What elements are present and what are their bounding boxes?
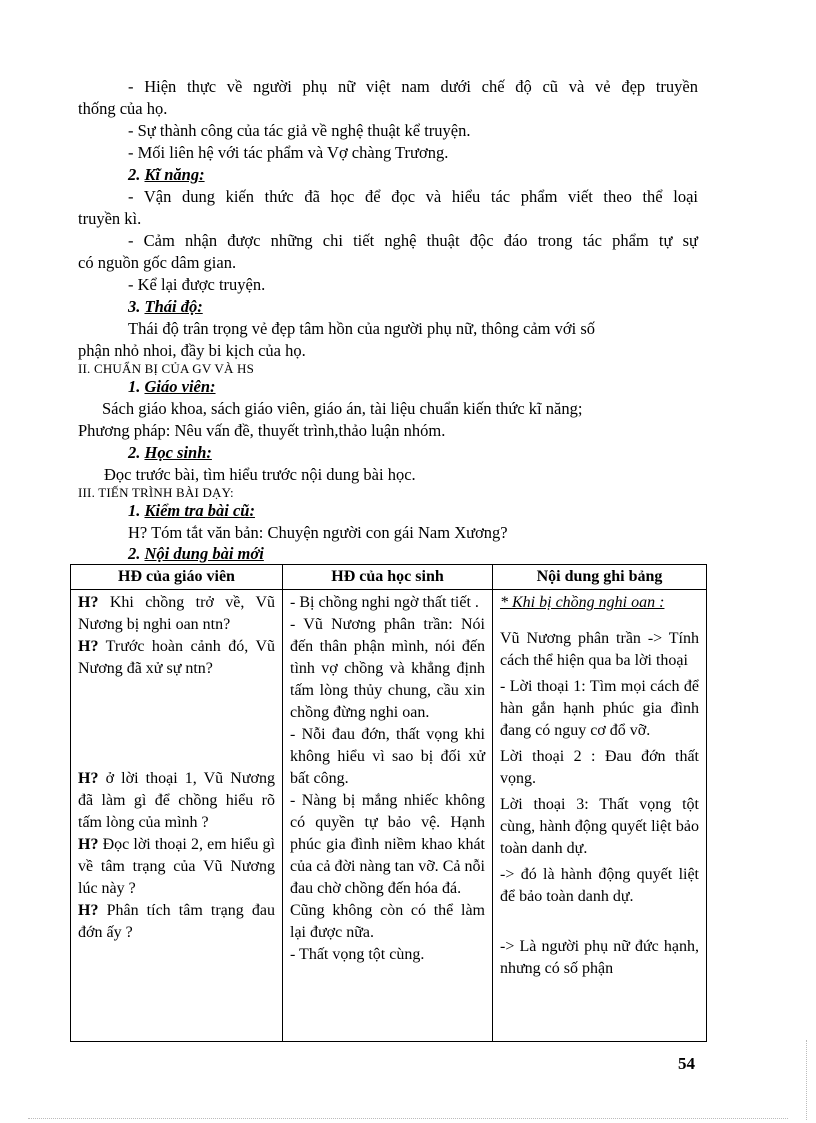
heading-number: 1. [128,501,141,520]
question-text: ở lời thoại 1, Vũ Nương đã làm gì để chồng hiểu rõ tấm lòng của mình ? [78,770,275,831]
student-answer: - Nàng bị mắng nhiếc không có quyền tự bảo vệ. Hạnh phúc gia đình niềm khao khát của cả đời nàng tan vỡ. Cả nỗi đau chờ chồng đến hóa đá. [290,792,485,897]
teacher-prep-line: Sách giáo khoa, sách giáo viên, giáo án, tài liệu chuẩn kiến thức kĩ năng; [102,399,583,418]
subheading-student [128,442,212,464]
objective-line: thống của họ. [78,99,168,118]
heading-title: Nội dung bài mới [144,544,264,563]
objective-line: - Hiện thực về người phụ nữ việt nam dưới chế độ cũ và vẻ đẹp truyền [128,77,698,96]
note-line: Lời thoại 2 : Đau đớn thất vọng. [500,748,699,787]
column-header-student: HĐ của học sinh [283,565,493,590]
heading-title: Kiểm tra bài cũ: [144,501,255,520]
student-answer: - Vũ Nương phân trần: Nói đến thân phận mình, nói đến tình vợ chồng và khẳng định tấm lòng thủy chung, cầu xin chồng đừng nghi oan. [290,616,485,721]
note-line: Lời thoại 3: Thất vọng tột cùng, hành động quyết liệt bảo toàn danh dự. [500,796,699,857]
question-label: H? [78,638,99,655]
attitude-line: Thái độ trân trọng vẻ đẹp tâm hồn của người phụ nữ, thông cảm với số [128,319,595,338]
skill-line: có nguồn gốc dâm gian. [78,253,237,272]
column-header-notes: Nội dung ghi bảng [493,565,707,590]
question-text: Trước hoàn cảnh đó, Vũ Nương đã xử sự ntn? [78,638,275,677]
heading-title: Giáo viên: [144,377,216,396]
objective-line: - Mối liên hệ với tác phẩm và Vợ chàng Trương. [128,143,449,162]
subheading-new-content [128,543,264,565]
note-line: -> Là người phụ nữ đức hạnh, nhưng có số phận [500,938,699,977]
question-text: Phân tích tâm trạng đau đớn ấy ? [78,902,275,941]
question-label: H? [78,836,99,853]
subheading-review [128,500,255,522]
section-title-preparation: II. CHUẨN BỊ CỦA GV VÀ HS [78,361,255,376]
student-answer: - Bị chồng nghi ngờ thất tiết . [290,594,479,611]
notes-cell [493,590,707,1042]
table-row [71,590,707,1042]
student-answer: - Nỗi đau đớn, thất vọng khi không hiểu vì sao bị đối xử bất công. [290,726,485,787]
page-corner-divider [806,1040,807,1120]
student-prep-line: Đọc trước bài, tìm hiểu trước nội dung bài học. [104,465,416,484]
section-title-lesson: III. TIẾN TRÌNH BÀI DẠY: [78,485,234,500]
student-activity-cell [283,590,493,1042]
teacher-prep-line: Phương pháp: Nêu vấn đề, thuyết trình,thảo luận nhóm. [78,421,446,440]
notes-heading: * Khi bị chồng nghi oan : [500,594,665,611]
spacer [500,908,699,936]
page-bottom-divider [28,1118,788,1119]
lesson-table [70,564,707,1042]
page-number: 54 [678,1054,695,1073]
teacher-question [78,768,275,834]
skill-line: - Kể lại được truyện. [128,275,266,294]
skill-line: - Vận dung kiến thức đã học để đọc và hiểu tác phẩm viết theo thể loại [128,187,698,206]
spacer [500,614,699,628]
question-label: H? [78,594,99,611]
heading-title: Thái độ: [144,297,203,316]
heading-number: 3. [128,297,141,316]
question-label: H? [78,770,99,787]
heading-title: Học sinh: [144,443,212,462]
student-answer: Cũng không còn có thể làm lại được nữa. [290,902,485,941]
note-line: - Lời thoại 1: Tìm mọi cách để hàn gắn hạnh phúc gia đình đang có nguy cơ đổ vỡ. [500,678,699,739]
heading-number: 2. [128,165,141,184]
section-heading-ki-nang [128,164,205,186]
note-line: Vũ Nương phân trần -> Tính cách thể hiện qua ba lời thoại [500,630,699,669]
teacher-question [78,834,275,900]
heading-number: 1. [128,377,141,396]
spacer [78,680,275,768]
objective-line: - Sự thành công của tác giả về nghệ thuật kể truyện. [128,121,471,140]
column-header-teacher: HĐ của giáo viên [71,565,283,590]
student-answer: - Thất vọng tột cùng. [290,946,425,963]
question-text: Khi chồng trở về, Vũ Nương bị nghi oan ntn? [78,594,275,633]
heading-title: Kĩ năng: [144,165,205,184]
question-text: Đọc lời thoại 2, em hiểu gì về tâm trạng của Vũ Nương lúc này ? [78,836,275,897]
question-label: H? [78,902,99,919]
attitude-line: phận nhỏ nhoi, đầy bi kịch của họ. [78,341,306,360]
heading-number: 2. [128,443,141,462]
teacher-question [78,636,275,680]
teacher-question [78,592,275,636]
subheading-teacher [128,376,216,398]
skill-line: - Cảm nhận được những chi tiết nghệ thuật độc đáo trong tác phẩm tự sự [128,231,698,250]
teacher-activity-cell [71,590,283,1042]
table-header-row [71,565,707,590]
note-line: -> đó là hành động quyết liệt để bảo toàn danh dự. [500,866,699,905]
skill-line: truyền kì. [78,209,142,228]
review-question: H? Tóm tắt văn bản: Chuyện người con gái Nam Xương? [128,523,508,542]
teacher-question [78,900,275,944]
section-heading-thai-do [128,296,203,318]
heading-number: 2. [128,544,141,563]
